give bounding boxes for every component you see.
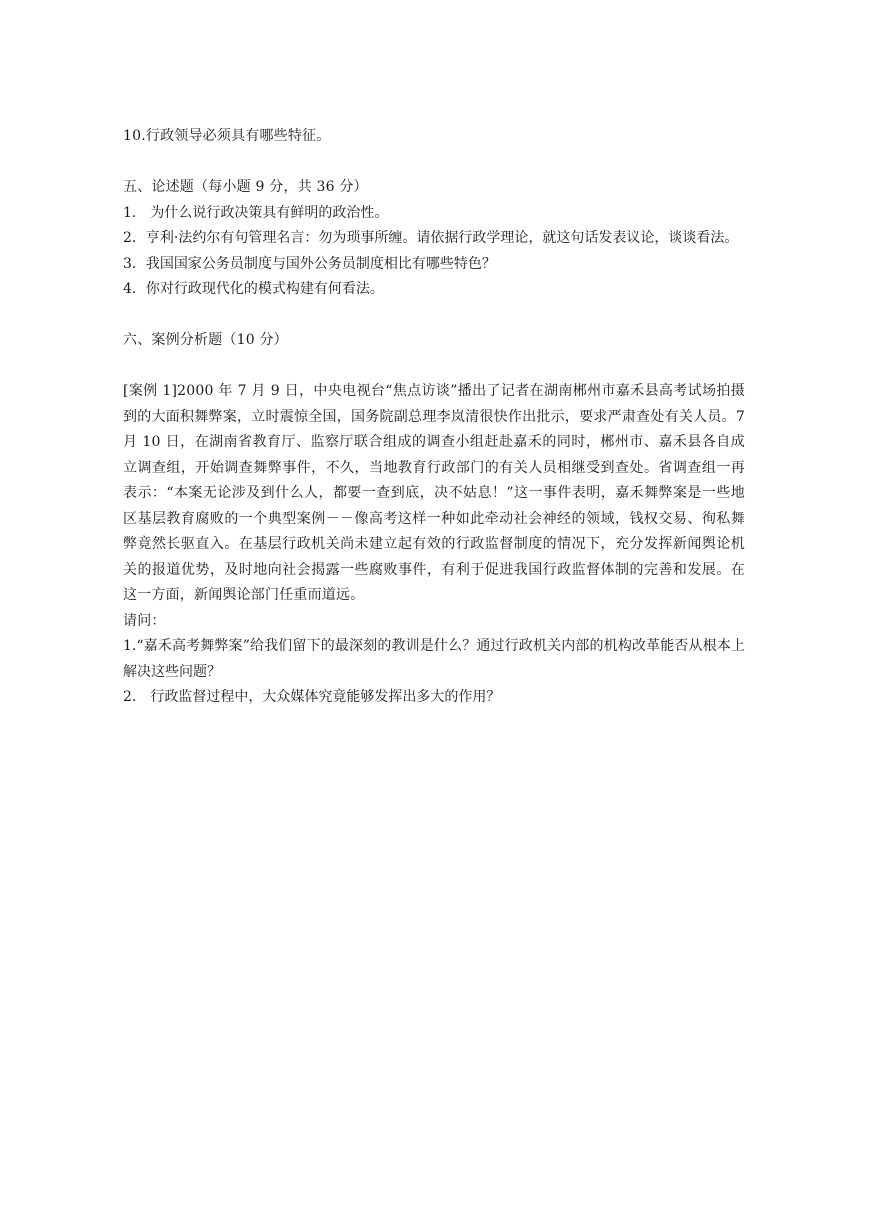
spacer — [123, 303, 745, 329]
section-6-title: 六、案例分析题（10 分） — [123, 332, 288, 348]
case-question-1: 1.“嘉禾高考舞弊案”给我们留下的最深刻的教训是什么？通过行政机关内部的机构改革能否从根本上解决这些问题？ — [123, 638, 745, 680]
section-5-item-4: 4．你对行政现代化的模式构建有何看法。 — [123, 281, 384, 297]
question-10: 10.行政领导必须具有哪些特征。 — [123, 128, 331, 144]
spacer — [123, 150, 745, 176]
section-5-item-1: 1. 为什么说行政决策具有鲜明的政治性。 — [123, 204, 389, 221]
section-5-item-3: 3．我国国家公务员制度与国外公务员制度相比有哪些特色？ — [123, 255, 496, 272]
spacer — [123, 354, 745, 380]
document-page — [123, 124, 745, 711]
section-5-item-2: 2．亨利·法约尔有句管理名言：勿为琐事所缠。请依据行政学理论，就这句话发表议论，谈谈看法。 — [123, 230, 739, 246]
case-paragraph: [案例 1]2000 年 7 月 9 日，中央电视台“焦点访谈”播出了记者在湖南郴州市嘉禾县高考试场拍摄到的大面积舞弊案，立时震惊全国，国务院副总理李岚清很快作出批示，要求严肃查处有关人员。7 月 10 日，在湖南省教育厅、监察厅联合组成的调查小组赶赴嘉禾的同时，郴州市、嘉禾县各自成立调查组，开始调查舞弊事件，不久，当地教育行政部门的有关人员相继受到查处。省调查组一再表示：“本案无论涉及到什么人，都要一查到底，决不姑息！”这一事件表明，嘉禾舞弊案是一些地区基层教育腐败的一个典型案例－－像高考这样一种如此牵动社会神经的领域，钱权交易、徇私舞弊竟然长驱直入。在基层行政机关尚未建立起有效的行政监督制度的情况下，充分发挥新闻舆论机关的报道优势，及时地向社会揭露一些腐败事件，有利于促进我国行政监督体制的完善和发展。在这一方面，新闻舆论部门任重而道远。 — [123, 383, 745, 603]
ask-label: 请问： — [123, 612, 166, 629]
section-5-title: 五、论述题（每小题 9 分，共 36 分） — [123, 179, 368, 195]
case-question-2: 2. 行政监督过程中，大众媒体究竟能够发挥出多大的作用？ — [123, 689, 501, 705]
